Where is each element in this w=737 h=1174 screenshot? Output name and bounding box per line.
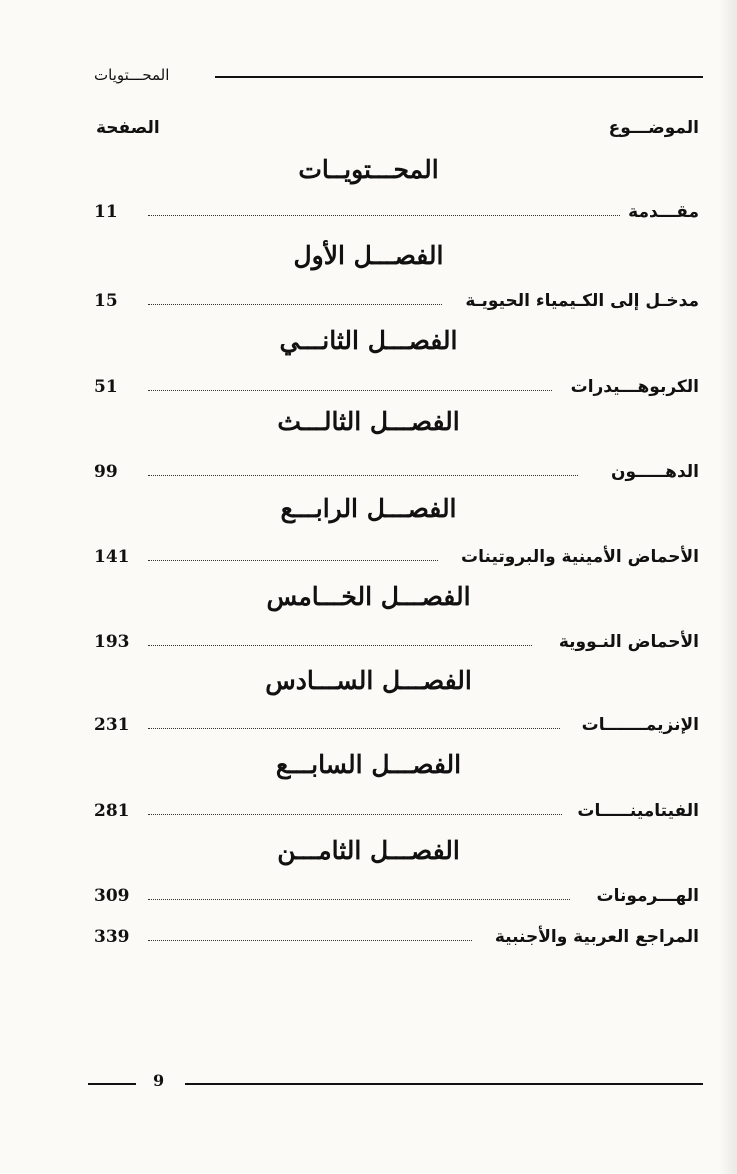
toc-entry <box>0 884 737 908</box>
toc-entry <box>0 200 737 224</box>
toc-entry <box>0 460 737 484</box>
toc-entry-title: الفيتامينـــــات <box>577 801 699 821</box>
chapter-heading-7: الفصـــل السابـــع <box>275 750 462 779</box>
dot-leader <box>148 940 472 941</box>
page-number: 9 <box>153 1071 165 1090</box>
running-header-rule <box>215 76 703 78</box>
dot-leader <box>148 728 560 729</box>
toc-entry-title: المراجع العربية والأجنبية <box>494 927 699 947</box>
dot-leader <box>148 304 442 305</box>
toc-entry-page: 193 <box>94 632 130 652</box>
toc-entry-title: الإنزيمـــــــات <box>581 715 699 735</box>
toc-entry <box>0 630 737 654</box>
chapter-heading-6: الفصـــل الســـادس <box>265 666 472 695</box>
dot-leader <box>148 560 438 561</box>
dot-leader <box>148 390 552 391</box>
toc-entry-page: 11 <box>94 202 118 222</box>
dot-leader <box>148 899 570 900</box>
toc-entry-title: مدخـل إلى الكـيمياء الحيويـة <box>465 291 699 311</box>
toc-entry-page: 309 <box>94 886 130 906</box>
toc-entry-page: 231 <box>94 715 130 735</box>
dot-leader <box>148 814 562 815</box>
dot-leader <box>148 215 620 216</box>
toc-entry-title: الأحماض النـووية <box>558 632 699 652</box>
toc-entry <box>0 375 737 399</box>
toc-entry <box>0 713 737 737</box>
chapter-heading-4: الفصـــل الرابـــع <box>280 494 457 523</box>
toc-entry-title: مقـــدمة <box>628 202 699 222</box>
chapter-heading-3: الفصـــل الثالـــث <box>277 407 460 436</box>
dot-leader <box>148 475 578 476</box>
chapter-heading-1: الفصـــل الأول <box>293 241 444 270</box>
toc-entry-page: 281 <box>94 801 130 821</box>
footer-rule-left <box>88 1083 136 1085</box>
toc-entry-page: 141 <box>94 547 130 567</box>
toc-entry-title: الأحماض الأمينية والبروتينات <box>461 547 699 567</box>
chapter-heading-2: الفصـــل الثانـــي <box>279 326 458 355</box>
chapter-heading-8: الفصـــل الثامـــن <box>277 836 460 865</box>
toc-entry <box>0 289 737 313</box>
toc-entry-page: 15 <box>94 291 118 311</box>
toc-entry-page: 99 <box>94 462 118 482</box>
toc-entry <box>0 799 737 823</box>
contents-heading: المحـــتويــات <box>298 155 439 184</box>
chapter-heading-5: الفصـــل الخـــامس <box>266 582 471 611</box>
running-header-title: المحـــتويات <box>94 66 170 84</box>
toc-entry-title: الهـــرمونات <box>596 886 699 906</box>
toc-entry-page: 51 <box>94 377 118 397</box>
topic-column-header: الموضـــوع <box>608 118 699 138</box>
toc-entry <box>0 545 737 569</box>
page-column-header: الصفحة <box>96 118 160 138</box>
toc-entry <box>0 925 737 949</box>
toc-entry-title: الكربوهـــيدرات <box>570 377 699 397</box>
toc-entry-title: الدهـــــون <box>610 462 699 482</box>
dot-leader <box>148 645 532 646</box>
footer-rule-right <box>185 1083 703 1085</box>
toc-entry-page: 339 <box>94 927 130 947</box>
